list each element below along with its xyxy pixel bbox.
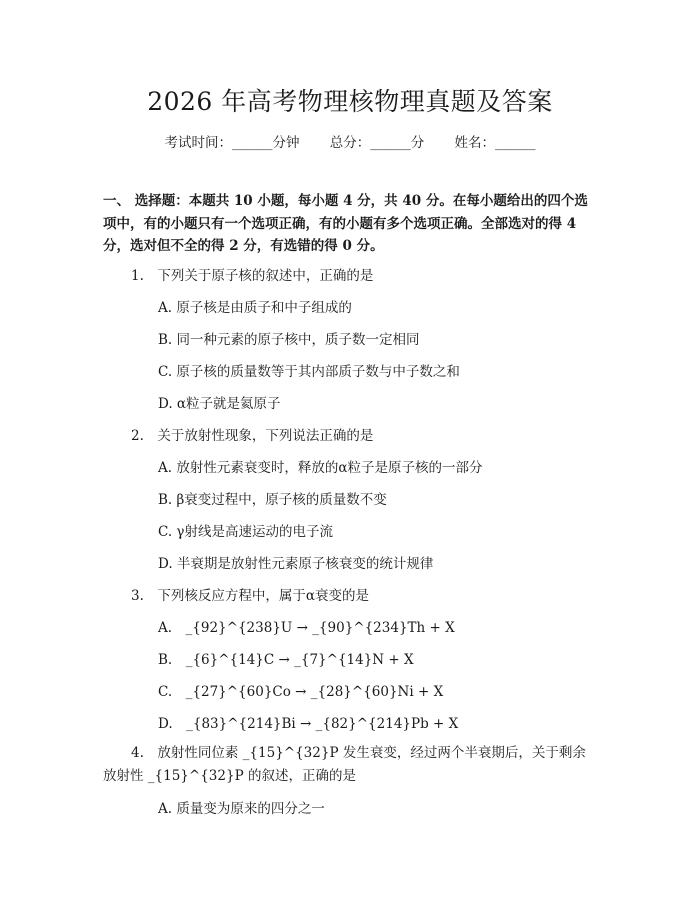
question-option: B. 同一种元素的原子核中，质子数一定相同 (158, 332, 420, 348)
question-option: A. 质量变为原来的四分之一 (158, 801, 325, 817)
question-option: C. _{27}^{60}Co → _{28}^{60}Ni + X (158, 684, 444, 700)
section-heading: 一、 选择题：本题共 10 小题，每小题 4 分，共 40 分。在每小题给出的四个选项中，有的小题只有一个选项正确，有的小题有多个选项正确。全部选对的得 4 分，选对但不全的得 2 分，有选错的得 0 分。 (103, 193, 588, 254)
question-option: B. β衰变过程中，原子核的质量数不变 (158, 492, 387, 508)
question-option: B. _{6}^{14}C → _{7}^{14}N + X (158, 652, 414, 668)
page-title: 2026 年高考物理核物理真题及答案 (147, 87, 553, 116)
question-option: A. 放射性元素衰变时，释放的α粒子是原子核的一部分 (158, 460, 483, 476)
question-option: C. γ射线是高速运动的电子流 (158, 524, 333, 540)
question-option: A. _{92}^{238}U → _{90}^{234}Th + X (158, 620, 455, 636)
question-option: D. 半衰期是放射性元素原子核衰变的统计规律 (158, 556, 434, 572)
question-stem: 3. 下列核反应方程中，属于α衰变的是 (131, 588, 369, 604)
question-stem: 4. 放射性同位素 _{15}^{32}P 发生衰变，经过两个半衰期后，关于剩余放射性 _{15}^{32}P 的叙述，正确的是 (103, 745, 586, 784)
question-option: C. 原子核的质量数等于其内部质子数与中子数之和 (158, 364, 460, 380)
question-option: D. α粒子就是氦原子 (158, 396, 281, 412)
question-stem: 2. 关于放射性现象，下列说法正确的是 (131, 428, 374, 444)
exam-info-line (0, 131, 700, 151)
exam-time-field: 考试时间：______分钟 (164, 135, 300, 151)
student-name-field: 姓名：______ (454, 135, 536, 151)
total-score-field: 总分：______分 (329, 135, 425, 151)
question-stem: 1. 下列关于原子核的叙述中，正确的是 (131, 268, 374, 284)
question-option: D. _{83}^{214}Bi → _{82}^{214}Pb + X (158, 716, 459, 732)
question-option: A. 原子核是由质子和中子组成的 (158, 300, 352, 316)
